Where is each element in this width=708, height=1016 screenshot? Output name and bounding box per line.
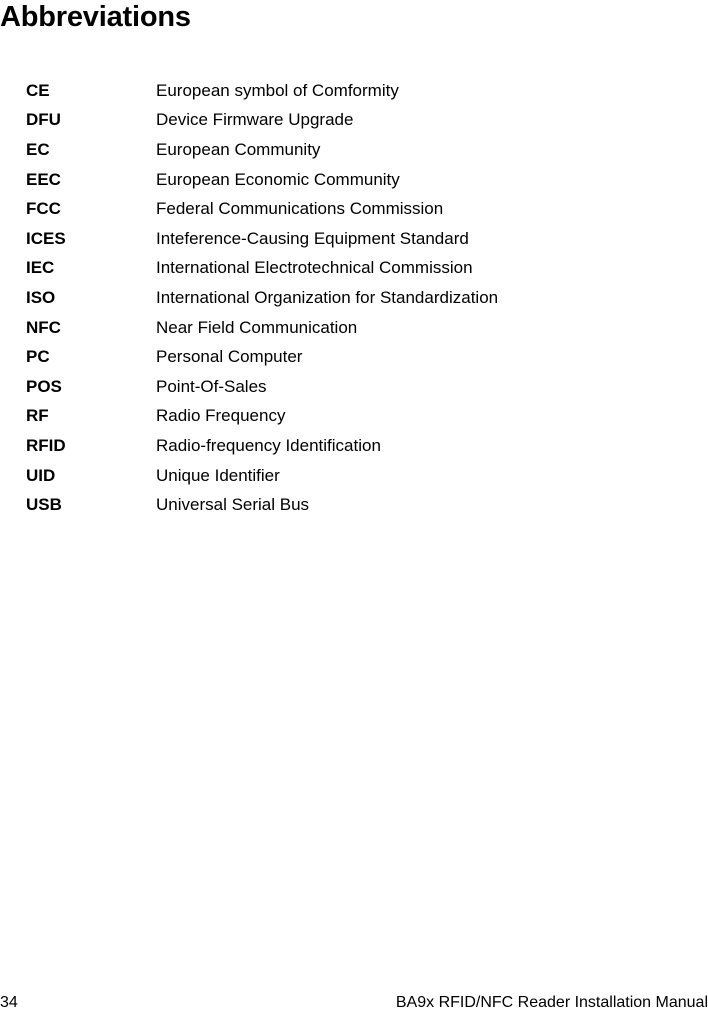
abbreviation-term: RFID [26, 435, 66, 455]
abbreviation-term: ICES [26, 228, 66, 248]
abbreviation-definition: Personal Computer [156, 347, 303, 367]
abbreviation-definition: Device Firmware Upgrade [156, 110, 354, 130]
abbreviation-term: PC [26, 347, 50, 367]
document-title: BA9x RFID/NFC Reader Installation Manual [395, 994, 708, 1011]
abbreviation-term: DFU [26, 110, 61, 130]
abbreviation-definition: European Community [156, 139, 321, 159]
abbreviation-definition: Point-Of-Sales [156, 376, 267, 396]
abbreviation-row [26, 431, 666, 461]
abbreviation-term: EEC [26, 169, 61, 189]
abbreviation-row [26, 165, 666, 195]
abbreviation-row [26, 283, 666, 313]
abbreviation-row [26, 76, 666, 106]
page-footer [0, 994, 708, 1016]
abbreviation-definition: European Economic Community [156, 169, 400, 189]
abbreviation-definition: Unique Identifier [156, 465, 280, 485]
abbreviation-term: UID [26, 465, 56, 485]
abbreviation-term: RF [26, 406, 49, 426]
abbreviation-definition: Inteference-Causing Equipment Standard [156, 228, 469, 248]
abbreviation-row [26, 461, 666, 491]
abbreviation-row [26, 254, 666, 284]
abbreviation-term: EC [26, 139, 50, 159]
abbreviation-definition: International Electrotechnical Commission [156, 258, 473, 278]
abbreviation-row [26, 313, 666, 343]
abbreviation-term: CE [26, 80, 50, 100]
abbreviation-definition: Federal Communications Commission [156, 199, 444, 219]
abbreviation-definition: Radio Frequency [156, 406, 286, 426]
abbreviation-term: POS [26, 376, 62, 396]
abbreviation-term: FCC [26, 199, 61, 219]
page-number: 34 [0, 994, 18, 1011]
abbreviation-definition: Near Field Communication [156, 317, 358, 337]
abbreviation-term: ISO [26, 287, 56, 307]
abbreviation-row [26, 135, 666, 165]
abbreviation-definition: International Organization for Standardization [156, 287, 499, 307]
abbreviation-definition: Universal Serial Bus [156, 495, 310, 515]
abbreviation-term: NFC [26, 317, 61, 337]
abbreviation-term: USB [26, 495, 62, 515]
abbreviation-row [26, 224, 666, 254]
abbreviation-definition: Radio-frequency Identification [156, 435, 381, 455]
abbreviation-row [26, 342, 666, 372]
abbreviation-row [26, 194, 666, 224]
abbreviation-row [26, 106, 666, 136]
abbreviation-row [26, 372, 666, 402]
abbreviation-row [26, 490, 666, 520]
abbreviation-definition: European symbol of Comformity [156, 80, 399, 100]
abbreviation-term: IEC [26, 258, 55, 278]
abbreviations-list [26, 76, 666, 520]
page-title: Abbreviations [0, 1, 191, 33]
abbreviation-row [26, 402, 666, 432]
